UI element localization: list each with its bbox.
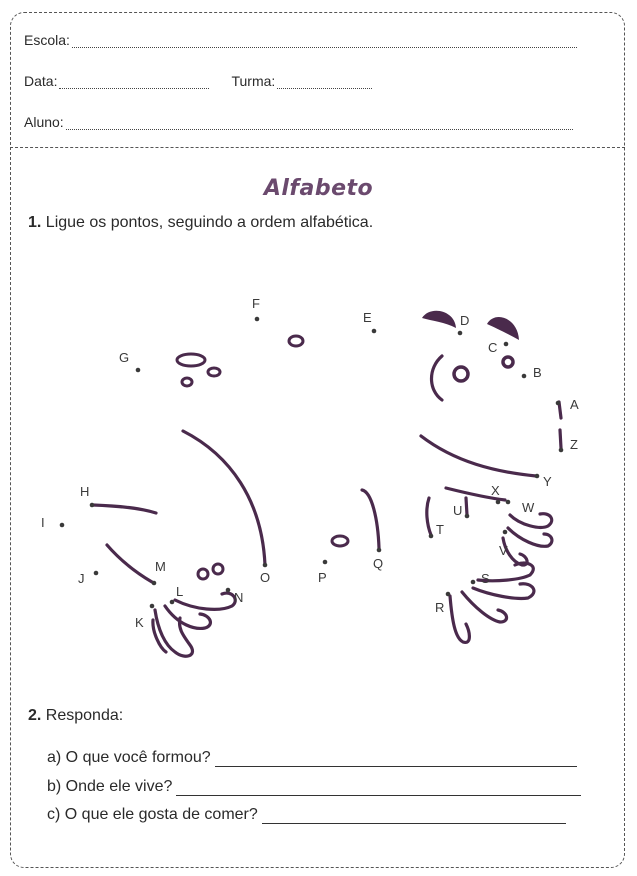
answer-prompt-a: a) O que você formou? [47, 749, 211, 766]
dot-q[interactable] [377, 548, 382, 553]
dot-i[interactable] [60, 523, 65, 528]
dot-label-g: G [119, 350, 130, 365]
answer-prompt-b: b) Onde ele vive? [47, 778, 173, 795]
dot-p[interactable] [323, 560, 328, 565]
frog-leg-stroke [362, 490, 379, 548]
dot-label-p: P [318, 570, 327, 585]
dot-j[interactable] [94, 571, 99, 576]
dot-label-q: Q [373, 556, 384, 571]
dot-label-d: D [460, 313, 470, 328]
dot-a[interactable] [556, 401, 561, 406]
dot-label-w: W [522, 500, 535, 515]
dot-label-z: Z [570, 437, 578, 452]
dot-label-c: C [488, 340, 498, 355]
frog-spot-7 [213, 564, 223, 574]
dot-g[interactable] [136, 368, 141, 373]
dot-label-h: H [80, 484, 90, 499]
dot-c[interactable] [504, 342, 509, 347]
dot-k[interactable] [150, 604, 155, 609]
frog-hand-right-toe-1 [510, 514, 552, 528]
dot-label-e: E [363, 310, 372, 325]
dot-label-r: R [435, 600, 445, 615]
dot-l[interactable] [170, 600, 175, 605]
answer-prompt-c: c) O que ele gosta de comer? [47, 806, 258, 823]
dot-u[interactable] [465, 514, 470, 519]
dot-y[interactable] [535, 474, 540, 479]
question-2-text: Responda: [45, 707, 124, 724]
frog-eye-lid-left [422, 311, 456, 328]
dot-r[interactable] [446, 592, 451, 597]
frog-spot-6 [198, 569, 208, 579]
dot-label-u: U [453, 503, 463, 518]
date-label: Data: [24, 73, 58, 89]
dot-label-t: T [436, 522, 444, 537]
answer-row-c [47, 806, 566, 824]
dot-w[interactable] [506, 500, 511, 505]
dot-label-j: J [78, 571, 85, 586]
frog-hand-right-toe-2 [508, 528, 552, 546]
frog-eye-lid-right [487, 317, 519, 340]
dot-label-l: L [176, 584, 184, 599]
answer-line-c[interactable] [262, 811, 566, 824]
frog-u-stroke [466, 498, 467, 515]
frog-spot-4 [208, 368, 220, 376]
dot-z[interactable] [559, 448, 564, 453]
dot-label-o: O [260, 570, 271, 585]
dot-label-m: M [155, 559, 166, 574]
answer-row-a [47, 749, 577, 767]
dot-label-v: V [499, 543, 508, 558]
dot-n[interactable] [226, 588, 231, 593]
dot-s[interactable] [471, 580, 476, 585]
answer-line-a[interactable] [215, 754, 577, 767]
dot-label-n: N [234, 590, 244, 605]
frog-foot-right-toe-1 [450, 596, 469, 642]
question-2-number: 2. [28, 707, 42, 724]
frog-t-stroke [427, 498, 431, 535]
frog-eye-left [454, 367, 468, 381]
class-label: Turma: [231, 73, 276, 89]
student-label: Aluno: [24, 114, 64, 130]
frog-belly-stroke [107, 545, 152, 582]
dot-label-a: A [570, 397, 579, 412]
dot-label-f: F [252, 296, 260, 311]
frog-foot-left-toe-3 [175, 593, 235, 609]
frog-mouth-stroke [421, 436, 536, 476]
worksheet-title: Alfabeto [263, 176, 374, 201]
dot-label-i: I [41, 515, 45, 530]
frog-eye-curve [432, 356, 443, 400]
frog-chin-stroke [93, 505, 156, 513]
dot-t[interactable] [429, 534, 434, 539]
frog-spot-2 [177, 354, 205, 366]
question-1-text: Ligue os pontos, seguindo a ordem alfabética. [45, 214, 374, 231]
dot-label-x: X [491, 483, 500, 498]
dot-d[interactable] [458, 331, 463, 336]
answer-line-b[interactable] [176, 783, 581, 796]
dot-label-b: B [533, 365, 542, 380]
dot-x[interactable] [496, 500, 501, 505]
dot-m[interactable] [152, 581, 157, 586]
dot-label-y: Y [543, 474, 552, 489]
dot-e[interactable] [372, 329, 377, 334]
dot-b[interactable] [522, 374, 527, 379]
dot-h[interactable] [90, 503, 95, 508]
frog-spot-5 [332, 536, 348, 546]
dot-v[interactable] [503, 530, 508, 535]
frog-nostril [503, 357, 513, 367]
dot-label-k: K [135, 615, 144, 630]
dot-o[interactable] [263, 563, 268, 568]
dot-f[interactable] [255, 317, 260, 322]
frog-back-stroke [183, 431, 265, 565]
answer-row-b [47, 778, 581, 796]
frog-spot-1 [289, 336, 303, 346]
dot-label-s: S [481, 571, 490, 586]
question-2 [28, 707, 123, 725]
frog-head-stroke-z [560, 430, 561, 448]
question-1-number: 1. [28, 214, 42, 231]
frog-spot-3 [182, 378, 192, 386]
school-label: Escola: [24, 32, 70, 48]
